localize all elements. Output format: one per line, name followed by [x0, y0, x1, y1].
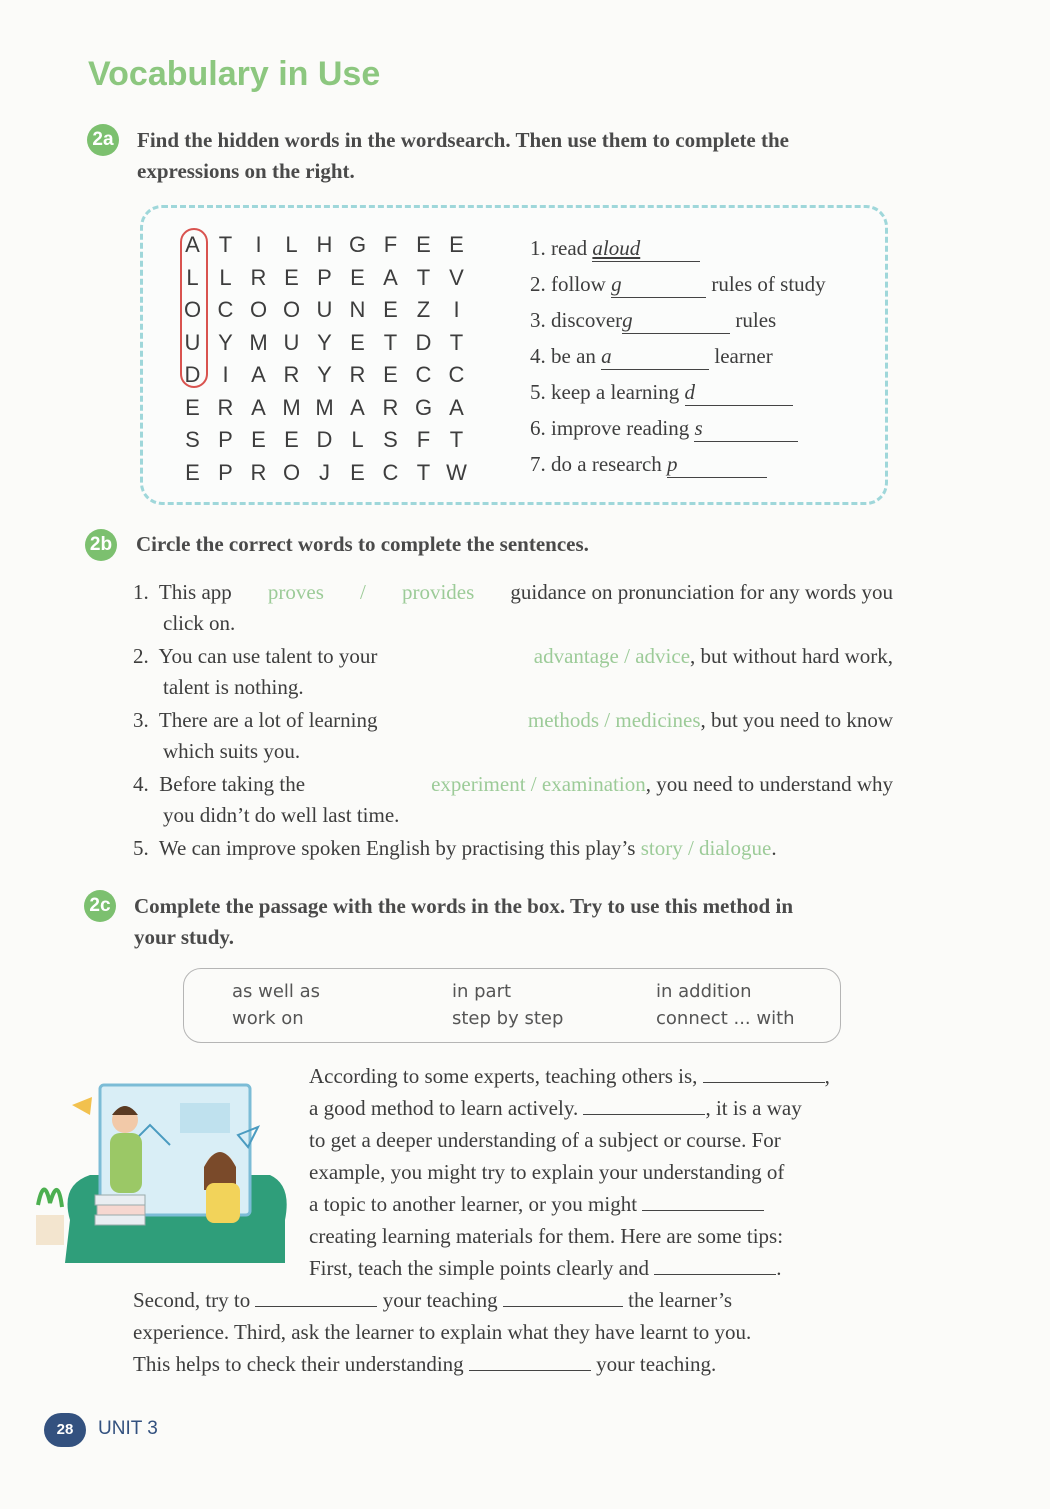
wordsearch-letter[interactable]: F [383, 232, 399, 257]
instruction-2b: Circle the correct words to complete the sentences. [136, 532, 589, 556]
sentence-3: 3. There are a lot of learning methods / medicines, but you need to know which suits you. [133, 708, 893, 763]
option-methods[interactable]: methods [527, 708, 600, 732]
option-experiment[interactable]: experiment [431, 772, 526, 796]
wordsearch-letter[interactable]: I [453, 297, 461, 322]
instruction-2a-line2: expressions on the right. [137, 159, 355, 183]
wordsearch-letter[interactable]: L [285, 232, 299, 257]
option-advice[interactable]: advice [635, 644, 691, 668]
option-dialogue[interactable]: dialogue [699, 836, 772, 860]
box-word: in addition [656, 981, 752, 1002]
option-advantage[interactable]: advantage [533, 644, 619, 668]
wordsearch-letter[interactable]: C [415, 362, 433, 387]
wordsearch-letter[interactable]: E [383, 362, 399, 387]
wordsearch-letter[interactable]: I [222, 362, 230, 387]
wordsearch-letter[interactable]: D [415, 329, 433, 355]
wordsearch-letter[interactable]: M [315, 394, 335, 420]
expression-4[interactable]: 4. be an a learner [530, 344, 773, 368]
blank-3[interactable] [642, 1210, 764, 1211]
option-provides[interactable]: provides [401, 580, 475, 604]
passage-line-1: According to some experts, teaching others is, , [309, 1064, 830, 1088]
box-word: as well as [232, 981, 321, 1002]
student-body [206, 1183, 240, 1223]
option-examination[interactable]: examination [541, 772, 646, 796]
instruction-2c [134, 891, 793, 953]
wordsearch-letter[interactable]: P [218, 427, 234, 452]
passage-line-2: a good method to learn actively. , it is a way [309, 1096, 802, 1120]
wordsearch-letter[interactable]: Y [218, 329, 234, 355]
box-word: step by step [452, 1008, 564, 1029]
wordsearch-letter[interactable]: V [449, 264, 465, 290]
wordsearch-letter[interactable]: T [449, 329, 465, 355]
wordsearch-letter[interactable]: M [249, 329, 269, 355]
section-badge-2b: 2b [85, 529, 117, 561]
wordsearch-letter[interactable]: U [316, 297, 334, 322]
wordsearch-letter[interactable]: S [185, 427, 201, 452]
instruction-2c-line1: Complete the passage with the words in the box. Try to use this method in [134, 894, 793, 918]
wordsearch-letter[interactable]: W [446, 459, 468, 485]
sentence-4: 4. Before taking the experiment / examination, you need to understand why you didn’t do well last time. [133, 772, 893, 827]
wordsearch-letter[interactable]: T [218, 232, 234, 257]
expression-3[interactable]: 3. discoverg rules [530, 308, 777, 332]
plant [38, 1189, 62, 1207]
wordsearch-letter[interactable]: E [350, 264, 366, 290]
expression-2[interactable]: 2. follow g rules of study [530, 272, 826, 296]
wordsearch-letter[interactable]: M [282, 394, 302, 420]
box-word: in part [452, 981, 512, 1002]
box-word: work on [232, 1008, 304, 1029]
wordsearch-letter[interactable]: L [219, 264, 233, 290]
section-badge-2a: 2a [87, 124, 119, 156]
wordsearch-letter[interactable]: O [282, 459, 302, 485]
wordsearch-letter[interactable]: A [383, 264, 399, 290]
wordsearch-letter[interactable]: E [284, 264, 300, 290]
instruction-2a-line1: Find the hidden words in the wordsearch. Then use them to complete the [137, 128, 789, 152]
sentence-5: 5. We can improve spoken English by practising this play’s story / dialogue. [133, 836, 777, 860]
wordsearch-letter[interactable]: R [250, 459, 268, 485]
wordsearch-letter[interactable]: A [185, 232, 201, 257]
wordsearch-letter[interactable]: P [218, 459, 234, 485]
wordsearch-letter[interactable]: U [184, 329, 202, 355]
sentence-1: 1. This app proves / provides guidance on pronunciation for any words you click on. [133, 577, 893, 639]
blank-5[interactable] [255, 1306, 377, 1307]
page-title: Vocabulary in Use [88, 55, 381, 93]
sentence-2: 2. You can use talent to your advantage / advice, but without hard work, talent is nothing. [133, 644, 893, 699]
wordsearch-letter[interactable]: R [217, 394, 235, 420]
flying-paper [72, 1097, 92, 1115]
wordsearch-letter[interactable]: A [251, 394, 267, 420]
passage-line-5: a topic to another learner, or you might [309, 1188, 764, 1220]
wordsearch-letter[interactable]: E [185, 459, 201, 485]
wordsearch-letter[interactable]: P [317, 264, 333, 290]
wordsearch-letter[interactable]: F [416, 427, 432, 452]
wordsearch-letter[interactable]: O [183, 297, 203, 322]
wordsearch-letter[interactable]: Y [317, 329, 333, 355]
wordsearch-letter[interactable]: C [217, 297, 235, 322]
passage-line-10: This helps to check their understanding your teaching. [133, 1352, 717, 1376]
wordsearch-letter[interactable]: E [251, 427, 267, 452]
wordsearch-letter[interactable]: T [416, 459, 432, 485]
wordsearch-letter[interactable]: E [284, 427, 300, 452]
wordsearch-letter[interactable]: O [282, 297, 302, 322]
unit-label: UNIT 3 [98, 1418, 158, 1439]
section-badge-2c: 2c [84, 890, 116, 922]
option-medicines[interactable]: medicines [615, 708, 701, 732]
expression-7[interactable]: 7. do a research p [530, 452, 767, 478]
wordsearch-letter[interactable]: R [283, 362, 301, 387]
expression-1: 1. read aloud [530, 236, 700, 262]
wordsearch-letter[interactable]: L [351, 427, 365, 452]
board-chart [180, 1103, 230, 1133]
wordsearch-letter[interactable]: E [185, 394, 201, 420]
wordsearch-letter[interactable]: D [184, 362, 202, 387]
option-story[interactable]: story [640, 836, 683, 860]
wordsearch-letter[interactable]: T [416, 264, 432, 290]
wordsearch-letter[interactable]: E [449, 232, 465, 257]
teaching-illustration [30, 1075, 292, 1270]
blank-2[interactable] [583, 1114, 705, 1115]
instruction-2a [137, 125, 789, 187]
box-word: connect ... with [656, 1008, 795, 1029]
word-box [183, 968, 841, 1043]
wordsearch-letter[interactable]: E [383, 297, 399, 322]
wordsearch-letter[interactable]: E [350, 459, 366, 485]
teacher-body [110, 1133, 142, 1193]
wordsearch-letter[interactable]: N [349, 297, 367, 322]
wordsearch-letter[interactable]: C [448, 362, 466, 387]
wordsearch-letter[interactable]: D [316, 427, 334, 452]
wordsearch-letter[interactable]: R [382, 394, 400, 420]
passage-line-8: Second, try to your teaching the learner’s [133, 1288, 733, 1312]
wordsearch-letter[interactable]: J [319, 459, 331, 485]
wordsearch-letter[interactable]: U [283, 329, 301, 355]
wordsearch-letter[interactable]: H [316, 232, 334, 257]
passage-line-4: example, you might try to explain your understanding of [309, 1160, 785, 1184]
blank-1[interactable] [703, 1082, 825, 1083]
wordsearch-letter[interactable]: L [186, 264, 200, 290]
wordsearch-letter[interactable]: T [449, 427, 465, 452]
wordsearch-letter[interactable]: S [383, 427, 399, 452]
book-stack [95, 1195, 145, 1205]
wordsearch-letter[interactable]: R [250, 264, 268, 290]
wordsearch-letter[interactable]: C [382, 459, 400, 485]
passage-line-3: to get a deeper understanding of a subject or course. For [309, 1128, 781, 1152]
wordsearch-letter[interactable]: Z [416, 297, 432, 322]
expression-6[interactable]: 6. improve reading s [530, 416, 798, 442]
wordsearch-letter[interactable]: A [350, 394, 366, 420]
blank-4[interactable] [654, 1274, 776, 1275]
page-number: 28 [44, 1413, 86, 1447]
wordsearch-letter[interactable]: R [349, 362, 367, 387]
wordsearch-letter[interactable]: A [449, 394, 465, 420]
wordsearch-letter[interactable]: E [416, 232, 432, 257]
plant-pot [36, 1215, 64, 1245]
passage-line-6: creating learning materials for them. Here are some tips: [309, 1224, 784, 1248]
blank-7[interactable] [469, 1370, 591, 1371]
wordsearch-letter[interactable]: Y [317, 362, 333, 387]
expression-5[interactable]: 5. keep a learning d [530, 380, 793, 406]
instruction-2c-line2: your study. [134, 925, 234, 949]
expression-1-hint: aloud [592, 236, 641, 260]
option-proves[interactable]: proves [267, 580, 324, 604]
blank-6[interactable] [503, 1306, 623, 1307]
wordsearch-letter[interactable]: O [249, 297, 269, 322]
wordsearch-letter[interactable]: E [350, 329, 366, 355]
passage-line-7: First, teach the simple points clearly and . [309, 1256, 782, 1280]
wordsearch-letter[interactable]: T [383, 329, 399, 355]
wordsearch-letter[interactable]: A [251, 362, 267, 387]
wordsearch-letter[interactable]: G [414, 394, 434, 420]
wordsearch-letter[interactable]: G [348, 232, 368, 257]
passage-line-9: experience. Third, ask the learner to explain what they have learnt to you. [133, 1320, 752, 1344]
wordsearch-letter[interactable]: I [255, 232, 263, 257]
